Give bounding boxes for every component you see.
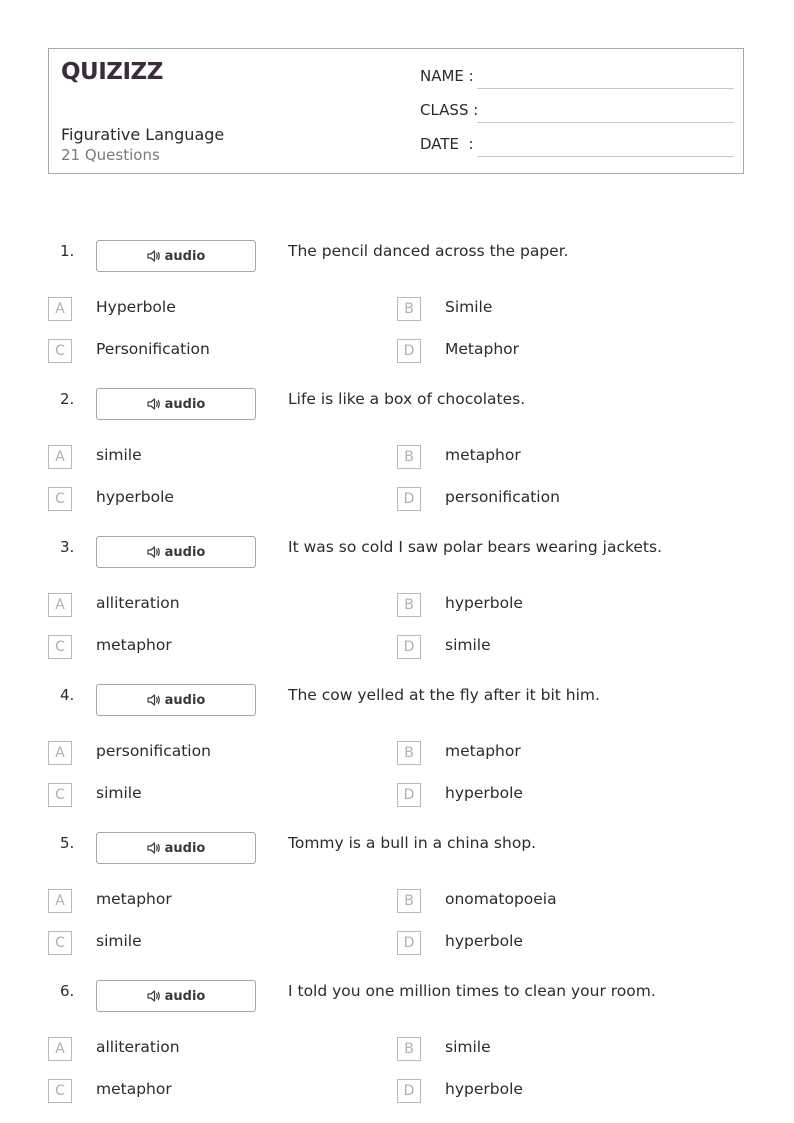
option-text: simile [96,446,142,464]
answer-option[interactable] [397,889,697,915]
speaker-icon [147,990,165,1002]
question-number: 2. [60,390,75,408]
option-letter-box[interactable]: B [397,741,421,765]
question-number: 3. [60,538,75,556]
option-letter-box[interactable]: A [48,593,72,617]
option-letter-box[interactable]: D [397,339,421,363]
option-text: hyperbole [445,594,523,612]
answer-option[interactable] [397,1037,697,1063]
option-text: metaphor [445,742,521,760]
audio-button[interactable] [96,980,256,1012]
question-text: The pencil danced across the paper. [288,242,569,260]
option-letter-box[interactable]: C [48,339,72,363]
class-label: CLASS : [420,101,479,119]
option-text: hyperbole [445,932,523,950]
option-text: metaphor [96,636,172,654]
option-letter-box[interactable]: D [397,1079,421,1103]
option-text: personification [445,488,560,506]
quizizz-logo: QUIZIZZ [61,59,163,85]
option-text: onomatopoeia [445,890,557,908]
option-text: Hyperbole [96,298,176,316]
option-letter-box[interactable]: A [48,741,72,765]
option-letter-box[interactable]: C [48,635,72,659]
option-letter-box[interactable]: B [397,593,421,617]
option-letter-box[interactable]: B [397,1037,421,1061]
question-count: 21 Questions [61,146,160,164]
answer-option[interactable] [48,635,348,661]
audio-button[interactable] [96,832,256,864]
option-letter-box[interactable]: D [397,783,421,807]
question-block [48,240,748,380]
answer-option[interactable] [397,487,697,513]
option-text: hyperbole [445,784,523,802]
option-text: metaphor [96,1080,172,1098]
answer-option[interactable] [48,445,348,471]
answer-option[interactable] [48,339,348,365]
audio-label: audio [164,544,206,560]
audio-label: audio [164,396,206,412]
option-text: metaphor [445,446,521,464]
answer-option[interactable] [48,593,348,619]
answer-option[interactable] [397,1079,697,1105]
option-letter-box[interactable]: A [48,889,72,913]
answer-option[interactable] [48,931,348,957]
date-label: DATE : [420,135,474,153]
option-text: personification [96,742,211,760]
option-letter-box[interactable]: B [397,297,421,321]
speaker-icon [147,250,165,262]
speaker-icon [147,694,165,706]
date-line[interactable] [477,156,734,157]
speaker-icon [147,546,165,558]
answer-option[interactable] [397,445,697,471]
question-block [48,536,748,676]
answer-option[interactable] [397,741,697,767]
question-block [48,388,748,528]
audio-label: audio [164,692,206,708]
question-number: 1. [60,242,75,260]
option-letter-box[interactable]: C [48,931,72,955]
speaker-icon [147,842,165,854]
option-letter-box[interactable]: A [48,297,72,321]
worksheet-title: Figurative Language [61,125,225,144]
option-text: simile [445,1038,491,1056]
class-field[interactable] [420,101,734,123]
option-text: Personification [96,340,210,358]
worksheet-header [48,48,744,174]
class-line[interactable] [477,122,734,123]
question-block [48,980,748,1120]
audio-label: audio [164,840,206,856]
option-text: Metaphor [445,340,520,358]
answer-option[interactable] [48,889,348,915]
question-text: It was so cold I saw polar bears wearing jackets. [288,538,663,556]
option-text: alliteration [96,1038,180,1056]
question-text: Tommy is a bull in a china shop. [288,834,537,852]
option-letter-box[interactable]: C [48,487,72,511]
option-letter-box[interactable]: D [397,635,421,659]
option-letter-box[interactable]: C [48,1079,72,1103]
option-letter-box[interactable]: C [48,783,72,807]
date-field[interactable] [420,135,734,157]
answer-option[interactable] [48,1037,348,1063]
audio-button[interactable] [96,684,256,716]
option-letter-box[interactable]: D [397,487,421,511]
option-text: hyperbole [445,1080,523,1098]
answer-option[interactable] [397,931,697,957]
option-letter-box[interactable]: D [397,931,421,955]
option-letter-box[interactable]: B [397,445,421,469]
question-block [48,684,748,824]
option-letter-box[interactable]: B [397,889,421,913]
answer-option[interactable] [48,1079,348,1105]
name-line[interactable] [477,88,734,89]
option-text: metaphor [96,890,172,908]
answer-option[interactable] [397,297,697,323]
answer-option[interactable] [48,297,348,323]
option-text: simile [445,636,491,654]
speaker-icon [147,398,165,410]
option-letter-box[interactable]: A [48,445,72,469]
question-number: 4. [60,686,75,704]
name-field[interactable] [420,67,734,89]
answer-option[interactable] [397,783,697,809]
question-number: 6. [60,982,75,1000]
answer-option[interactable] [397,635,697,661]
name-label: NAME : [420,67,474,85]
answer-option[interactable] [397,593,697,619]
audio-label: audio [164,988,206,1004]
answer-option[interactable] [397,339,697,365]
option-text: simile [96,784,142,802]
question-text: Life is like a box of chocolates. [288,390,526,408]
question-block [48,832,748,972]
audio-button[interactable] [96,536,256,568]
audio-button[interactable] [96,240,256,272]
audio-button[interactable] [96,388,256,420]
option-text: hyperbole [96,488,174,506]
question-text: The cow yelled at the fly after it bit him. [288,686,600,704]
audio-label: audio [164,248,206,264]
option-letter-box[interactable]: A [48,1037,72,1061]
question-number: 5. [60,834,75,852]
question-text: I told you one million times to clean your room. [288,982,656,1000]
option-text: simile [96,932,142,950]
answer-option[interactable] [48,783,348,809]
option-text: Simile [445,298,493,316]
answer-option[interactable] [48,487,348,513]
option-text: alliteration [96,594,180,612]
answer-option[interactable] [48,741,348,767]
